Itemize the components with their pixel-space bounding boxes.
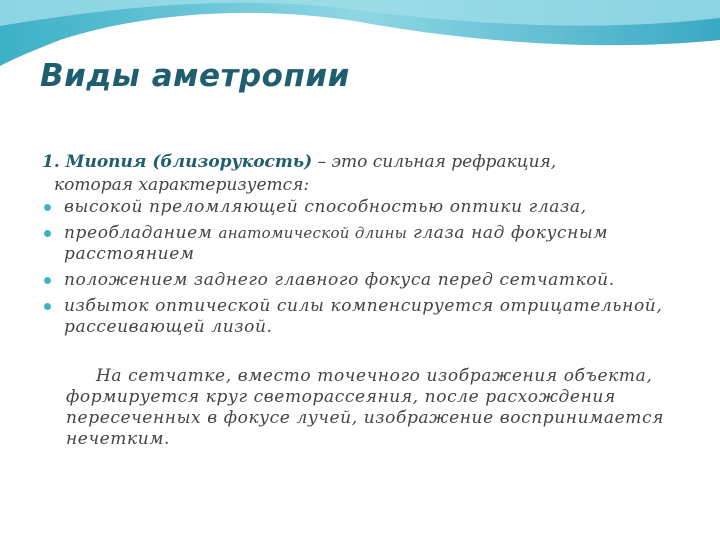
bullet-text: положением заднего главного фокуса перед сетчаткой. [64,270,615,290]
slide-title: Виды аметропии [40,58,350,94]
bullet-text: избыток оптической силы компенсируется отрицательной, рассеивающей лизой. [64,296,663,337]
bullet-dot-icon [44,303,51,310]
bullet-text: высокой преломляющей способностью оптики глаза, [64,197,587,217]
bullet-item [42,296,682,338]
bullet-text-a: преобладанием [64,223,219,243]
intro-rest: – это сильная рефракция, [312,152,557,172]
bullet-text-c: глаза над фокусным расстоянием [64,223,609,264]
bullet-dot-icon [44,277,51,284]
bullet-item [42,223,682,265]
intro-line-2: которая характеризуется: [54,175,310,195]
bullet-item [42,270,682,291]
bullet-text-b: анатомической длины [218,224,408,242]
bullet-list [42,197,682,338]
intro-line [42,152,682,173]
slide-content [42,152,682,450]
intro-lead: 1. Миопия (близорукость) [42,152,313,172]
bullet-item [42,197,682,218]
bullet-dot-icon [44,204,51,211]
explanation-paragraph: На сетчатке, вместо точечного изображения объекта, формируется круг светорассеяния, после расхождения пересеченных в фокусе лучей, изображение воспринимается нечетким. [66,366,664,449]
bullet-dot-icon [44,230,51,237]
